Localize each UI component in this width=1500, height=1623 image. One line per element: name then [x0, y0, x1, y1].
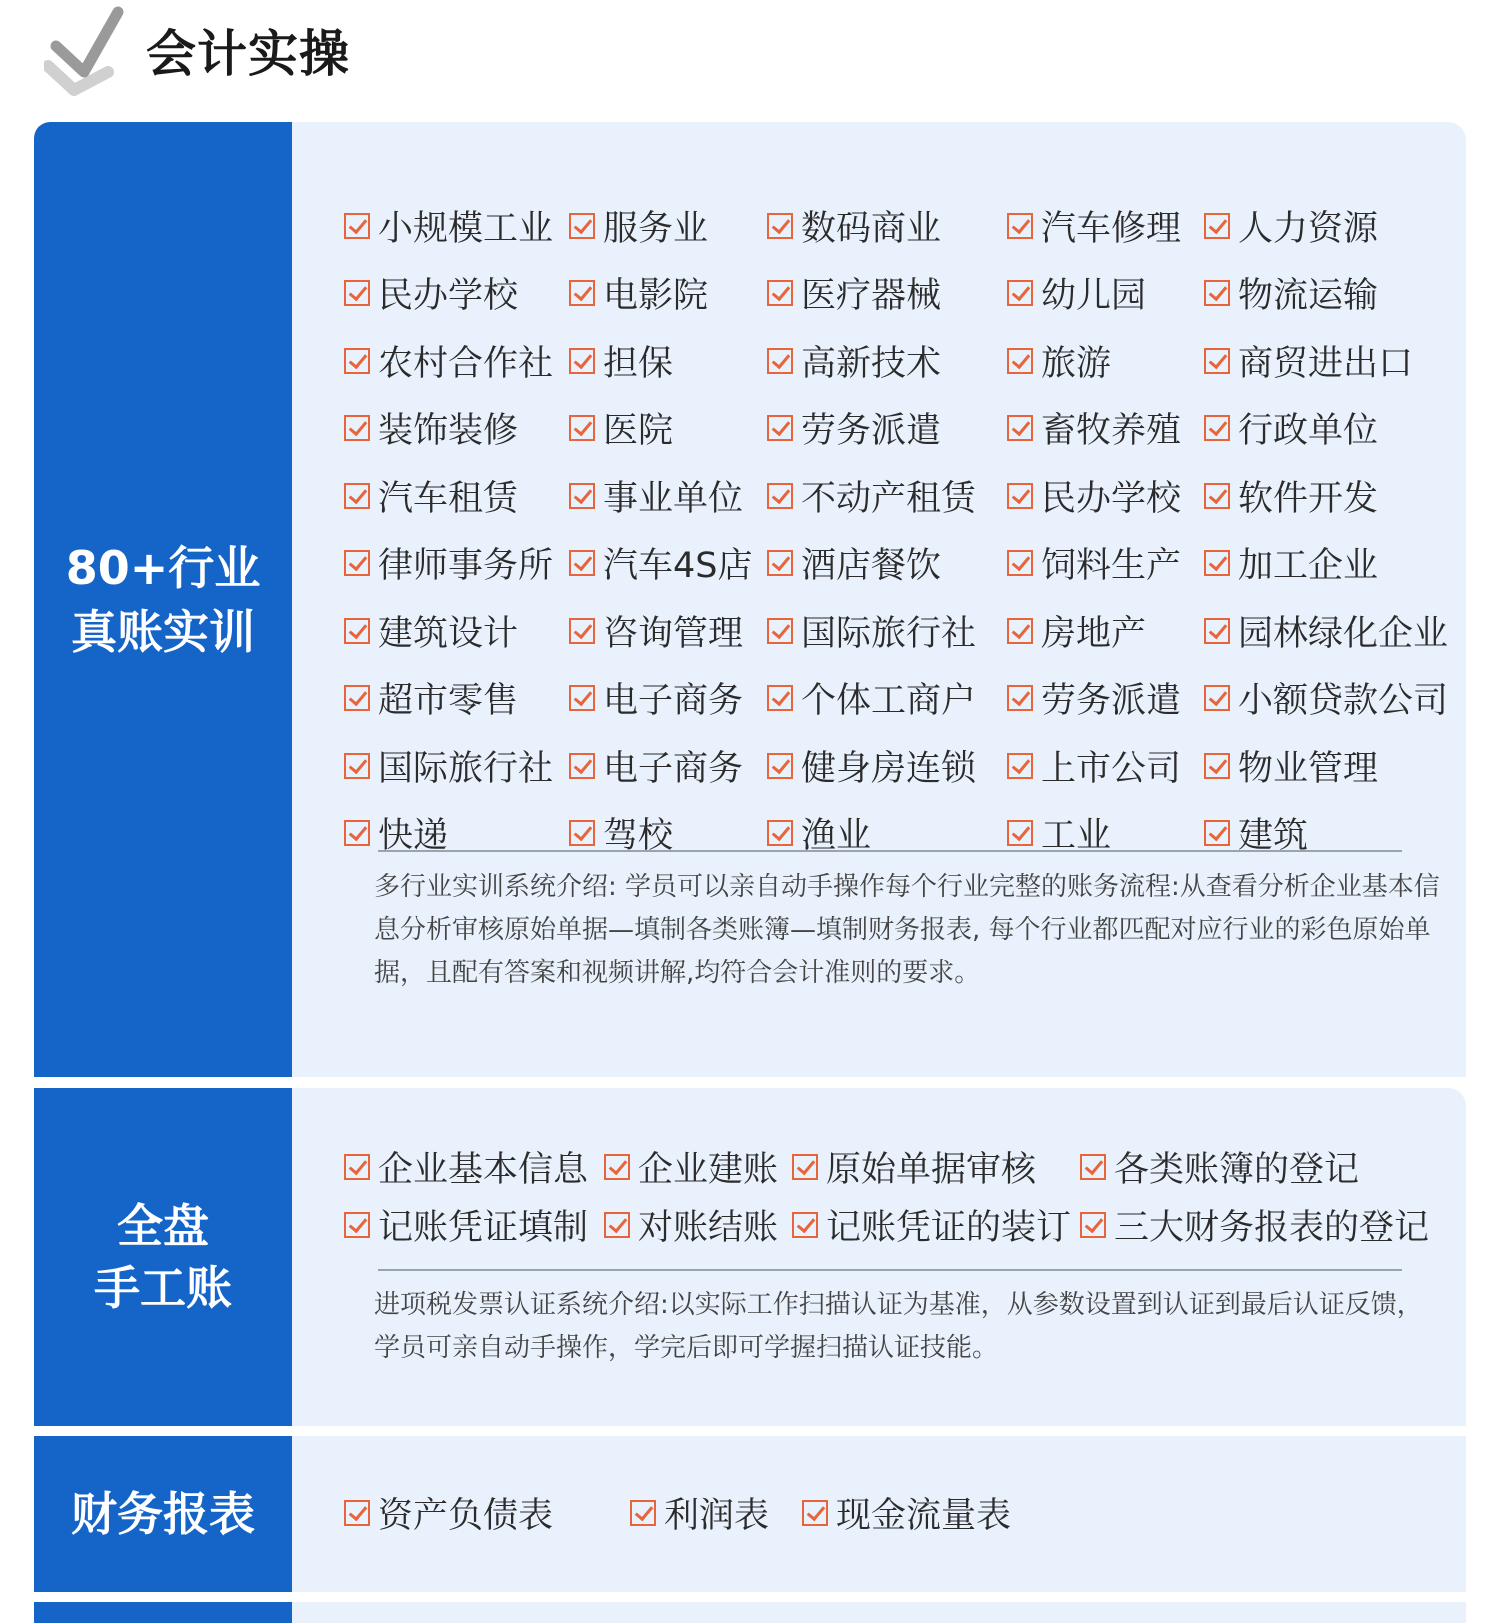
checklist-item — [569, 260, 767, 328]
checklist-item-label: 建筑 — [1238, 816, 1309, 857]
checklist-item-label: 国际旅行社 — [801, 613, 977, 654]
checklist-item — [1204, 732, 1464, 800]
checklist-item — [569, 665, 767, 733]
manual-accounting-grid — [344, 1138, 1440, 1254]
checkbox-checked-icon — [1007, 550, 1033, 576]
checklist-item-label: 人力资源 — [1238, 208, 1379, 249]
divider — [378, 1269, 1402, 1271]
checkbox-checked-icon — [1204, 685, 1230, 711]
checkbox-checked-icon — [1204, 213, 1230, 239]
checklist-item-label: 资产负债表 — [378, 1496, 554, 1536]
checkbox-checked-icon — [344, 1212, 370, 1238]
checklist-item — [344, 327, 569, 395]
checklist-item — [1204, 260, 1464, 328]
checklist-item-label: 记账凭证填制 — [378, 1208, 589, 1248]
checklist-item-label: 汽车修理 — [1041, 208, 1182, 249]
section-body — [292, 1088, 1466, 1426]
checklist-item — [1007, 665, 1204, 733]
section-financial-statements — [34, 1436, 1466, 1592]
checkbox-checked-icon — [344, 618, 370, 644]
checklist-item-label: 物流运输 — [1238, 276, 1379, 317]
section-industry-training — [34, 122, 1466, 1077]
checklist-item-label: 数码商业 — [801, 208, 942, 249]
checkbox-checked-icon — [767, 280, 793, 306]
checkbox-checked-icon — [1204, 415, 1230, 441]
checklist-item-label: 现金流量表 — [836, 1496, 1012, 1536]
checklist-item — [767, 327, 1007, 395]
checklist-item — [344, 732, 569, 800]
checklist-item — [344, 395, 569, 463]
checklist-item — [767, 597, 1007, 665]
checkbox-checked-icon — [767, 685, 793, 711]
checklist-item — [344, 665, 569, 733]
checklist-item-label: 畜牧养殖 — [1041, 411, 1182, 452]
checklist-item — [1007, 462, 1204, 530]
checklist-item-label: 劳务派遣 — [801, 411, 942, 452]
section-label — [34, 122, 292, 1077]
checklist-item-label: 利润表 — [664, 1496, 770, 1536]
checklist-item — [767, 260, 1007, 328]
section-description: 多行业实训系统介绍: 学员可以亲自动手操作每个行业完整的账务流程:从查看分析企业基本信息分析审核原始单据—填制各类账簿—填制财务报表, 每个行业都匹配对应行业的彩色原始单据，且配有答案和视频讲解,均符合会计准则的要求。 — [374, 872, 1440, 988]
checklist-item — [630, 1484, 802, 1542]
checklist-item-label: 旅游 — [1041, 343, 1112, 384]
checklist-item-label: 汽车租赁 — [378, 478, 519, 519]
checklist-item-label: 企业基本信息 — [378, 1150, 589, 1190]
checklist-item-label: 软件开发 — [1238, 478, 1379, 519]
checkbox-checked-icon — [344, 213, 370, 239]
checklist-item-label: 装饰装修 — [378, 411, 519, 452]
checkbox-checked-icon — [767, 348, 793, 374]
checkbox-checked-icon — [569, 415, 595, 441]
checklist-item-label: 上市公司 — [1041, 748, 1182, 789]
checklist-item — [767, 732, 1007, 800]
checkbox-checked-icon — [344, 1500, 370, 1526]
checklist-item-label: 小规模工业 — [378, 208, 554, 249]
checklist-item — [569, 732, 767, 800]
checklist-item-label: 物业管理 — [1238, 748, 1379, 789]
checkbox-checked-icon — [802, 1500, 828, 1526]
checkbox-checked-icon — [569, 213, 595, 239]
header — [44, 0, 644, 110]
checkbox-checked-icon — [569, 483, 595, 509]
checklist-item — [792, 1138, 1080, 1196]
checkbox-checked-icon — [604, 1154, 630, 1180]
section-label-text: 80+行业 真账实训 — [65, 540, 261, 659]
checkbox-checked-icon — [1204, 550, 1230, 576]
checkbox-checked-icon — [569, 685, 595, 711]
checklist-item-label: 记账凭证的装订 — [826, 1208, 1072, 1248]
checklist-item — [1007, 260, 1204, 328]
checklist-item-label: 担保 — [603, 343, 674, 384]
checkbox-checked-icon — [767, 550, 793, 576]
checklist-item — [1204, 530, 1464, 598]
checklist-item — [344, 1196, 604, 1254]
checklist-item-label: 电影院 — [603, 276, 709, 317]
checkbox-checked-icon — [344, 685, 370, 711]
checkbox-checked-icon — [630, 1500, 656, 1526]
checkbox-checked-icon — [1007, 213, 1033, 239]
checklist-item-label: 咨询管理 — [603, 613, 744, 654]
checklist-item — [344, 597, 569, 665]
checkbox-checked-icon — [344, 415, 370, 441]
checklist-item — [1204, 192, 1464, 260]
checklist-item — [344, 462, 569, 530]
checkbox-checked-icon — [1204, 348, 1230, 374]
checklist-item — [569, 530, 767, 598]
checklist-item — [767, 800, 1007, 868]
checklist-item-label: 三大财务报表的登记 — [1114, 1208, 1430, 1248]
checkbox-checked-icon — [344, 820, 370, 846]
industry-grid — [344, 192, 1464, 867]
checklist-item-label: 对账结账 — [638, 1208, 779, 1248]
checklist-item — [767, 192, 1007, 260]
checklist-item-label: 幼儿园 — [1041, 276, 1147, 317]
checklist-item-label: 超市零售 — [378, 681, 519, 722]
checkbox-checked-icon — [1080, 1212, 1106, 1238]
checklist-item — [569, 462, 767, 530]
checklist-item — [569, 597, 767, 665]
checkbox-checked-icon — [569, 550, 595, 576]
checklist-item-label: 民办学校 — [378, 276, 519, 317]
checklist-item-label: 原始单据审核 — [826, 1150, 1037, 1190]
checkbox-checked-icon — [792, 1154, 818, 1180]
checklist-item — [1204, 327, 1464, 395]
checklist-item — [569, 395, 767, 463]
checkbox-checked-icon — [1007, 483, 1033, 509]
divider — [378, 850, 1402, 852]
checklist-item — [767, 530, 1007, 598]
checklist-item-label: 小额贷款公司 — [1238, 681, 1449, 722]
checklist-item-label: 国际旅行社 — [378, 748, 554, 789]
checkbox-checked-icon — [344, 348, 370, 374]
checklist-item-label: 医院 — [603, 411, 674, 452]
checklist-item — [802, 1484, 1011, 1542]
section-next — [34, 1602, 1466, 1623]
checkbox-checked-icon — [1007, 348, 1033, 374]
checklist-item-label: 工业 — [1041, 816, 1112, 857]
section-label — [34, 1436, 292, 1592]
checklist-item — [344, 530, 569, 598]
checklist-item-label: 酒店餐饮 — [801, 546, 942, 587]
checklist-item — [792, 1196, 1080, 1254]
checklist-item — [604, 1138, 792, 1196]
checklist-item-label: 企业建账 — [638, 1150, 779, 1190]
section-label-text: 全盘 手工账 — [94, 1199, 232, 1315]
checklist-item-label: 饲料生产 — [1041, 546, 1182, 587]
checklist-item-label: 医疗器械 — [801, 276, 942, 317]
checklist-item-label: 农村合作社 — [378, 343, 554, 384]
checklist-item — [1007, 192, 1204, 260]
checkbox-checked-icon — [569, 280, 595, 306]
checklist-item — [1080, 1196, 1440, 1254]
section-label-text: 财务报表 — [71, 1487, 255, 1541]
statements-row — [344, 1484, 1011, 1542]
checklist-item-label: 驾校 — [603, 816, 674, 857]
checklist-item-label: 高新技术 — [801, 343, 942, 384]
checklist-item — [767, 395, 1007, 463]
checklist-item-label: 房地产 — [1041, 613, 1147, 654]
checklist-item-label: 园林绿化企业 — [1238, 613, 1449, 654]
checklist-item — [1204, 665, 1464, 733]
page-title: 会计实操 — [146, 25, 350, 83]
checklist-item — [1007, 395, 1204, 463]
checklist-item — [344, 1138, 604, 1196]
checklist-item-label: 电子商务 — [603, 748, 744, 789]
checklist-item — [1007, 732, 1204, 800]
checkbox-checked-icon — [767, 213, 793, 239]
checkbox-checked-icon — [767, 415, 793, 441]
checklist-item-label: 服务业 — [603, 208, 709, 249]
checklist-item-label: 各类账簿的登记 — [1114, 1150, 1360, 1190]
checklist-item — [1204, 800, 1464, 868]
section-label — [34, 1602, 292, 1623]
checklist-item-label: 个体工商户 — [801, 681, 977, 722]
checkbox-checked-icon — [767, 618, 793, 644]
checkbox-checked-icon — [344, 550, 370, 576]
checklist-item — [767, 462, 1007, 530]
checklist-item — [1204, 395, 1464, 463]
checklist-item — [569, 800, 767, 868]
checklist-item-label: 律师事务所 — [378, 546, 554, 587]
checkbox-checked-icon — [344, 753, 370, 779]
checkbox-checked-icon — [1204, 280, 1230, 306]
checklist-item-label: 行政单位 — [1238, 411, 1379, 452]
section-body — [292, 122, 1466, 1077]
checklist-item — [344, 1484, 630, 1542]
checkbox-checked-icon — [1007, 415, 1033, 441]
checklist-item-label: 渔业 — [801, 816, 872, 857]
checkbox-checked-icon — [1204, 753, 1230, 779]
checkbox-checked-icon — [1007, 685, 1033, 711]
checklist-item — [1007, 327, 1204, 395]
checklist-item — [1204, 462, 1464, 530]
checkbox-checked-icon — [569, 820, 595, 846]
checkbox-checked-icon — [1007, 618, 1033, 644]
checklist-item — [569, 327, 767, 395]
section-description: 进项税发票认证系统介绍:以实际工作扫描认证为基准，从参数设置到认证到最后认证反馈，学员可亲自动手操作，学完后即可学握扫描认证技能。 — [374, 1290, 1423, 1363]
checklist-item — [1204, 597, 1464, 665]
checklist-item-label: 民办学校 — [1041, 478, 1182, 519]
checkbox-checked-icon — [1007, 753, 1033, 779]
checkbox-checked-icon — [344, 280, 370, 306]
checklist-item-label: 商贸进出口 — [1238, 343, 1414, 384]
section-body — [292, 1602, 1466, 1623]
checkbox-checked-icon — [344, 483, 370, 509]
checklist-item-label: 健身房连锁 — [801, 748, 977, 789]
checklist-item — [1080, 1138, 1440, 1196]
checklist-item — [1007, 597, 1204, 665]
checkbox-checked-icon — [767, 753, 793, 779]
checklist-item-label: 劳务派遣 — [1041, 681, 1182, 722]
checklist-item-label: 建筑设计 — [378, 613, 519, 654]
checkmark-logo-icon — [44, 6, 144, 98]
checkbox-checked-icon — [569, 348, 595, 374]
checklist-item-label: 电子商务 — [603, 681, 744, 722]
checkbox-checked-icon — [1080, 1154, 1106, 1180]
checkbox-checked-icon — [1007, 280, 1033, 306]
checkbox-checked-icon — [767, 483, 793, 509]
checklist-item — [1007, 800, 1204, 868]
section-label — [34, 1088, 292, 1426]
checkbox-checked-icon — [792, 1212, 818, 1238]
checkbox-checked-icon — [1204, 820, 1230, 846]
checklist-item — [569, 192, 767, 260]
checklist-item-label: 快递 — [378, 816, 449, 857]
checklist-item — [1007, 530, 1204, 598]
checklist-item-label: 事业单位 — [603, 478, 744, 519]
checklist-item-label: 汽车4S店 — [603, 546, 753, 587]
checkbox-checked-icon — [1007, 820, 1033, 846]
checklist-item — [344, 192, 569, 260]
checklist-item-label: 加工企业 — [1238, 546, 1379, 587]
checklist-item — [767, 665, 1007, 733]
checkbox-checked-icon — [344, 1154, 370, 1180]
checkbox-checked-icon — [604, 1212, 630, 1238]
checklist-item — [344, 260, 569, 328]
checkbox-checked-icon — [569, 618, 595, 644]
checklist-item — [604, 1196, 792, 1254]
checkbox-checked-icon — [1204, 483, 1230, 509]
checkbox-checked-icon — [1204, 618, 1230, 644]
section-body — [292, 1436, 1466, 1592]
section-manual-accounting — [34, 1088, 1466, 1426]
checkbox-checked-icon — [767, 820, 793, 846]
checkbox-checked-icon — [569, 753, 595, 779]
checklist-item-label: 不动产租赁 — [801, 478, 977, 519]
checklist-item — [344, 800, 569, 868]
